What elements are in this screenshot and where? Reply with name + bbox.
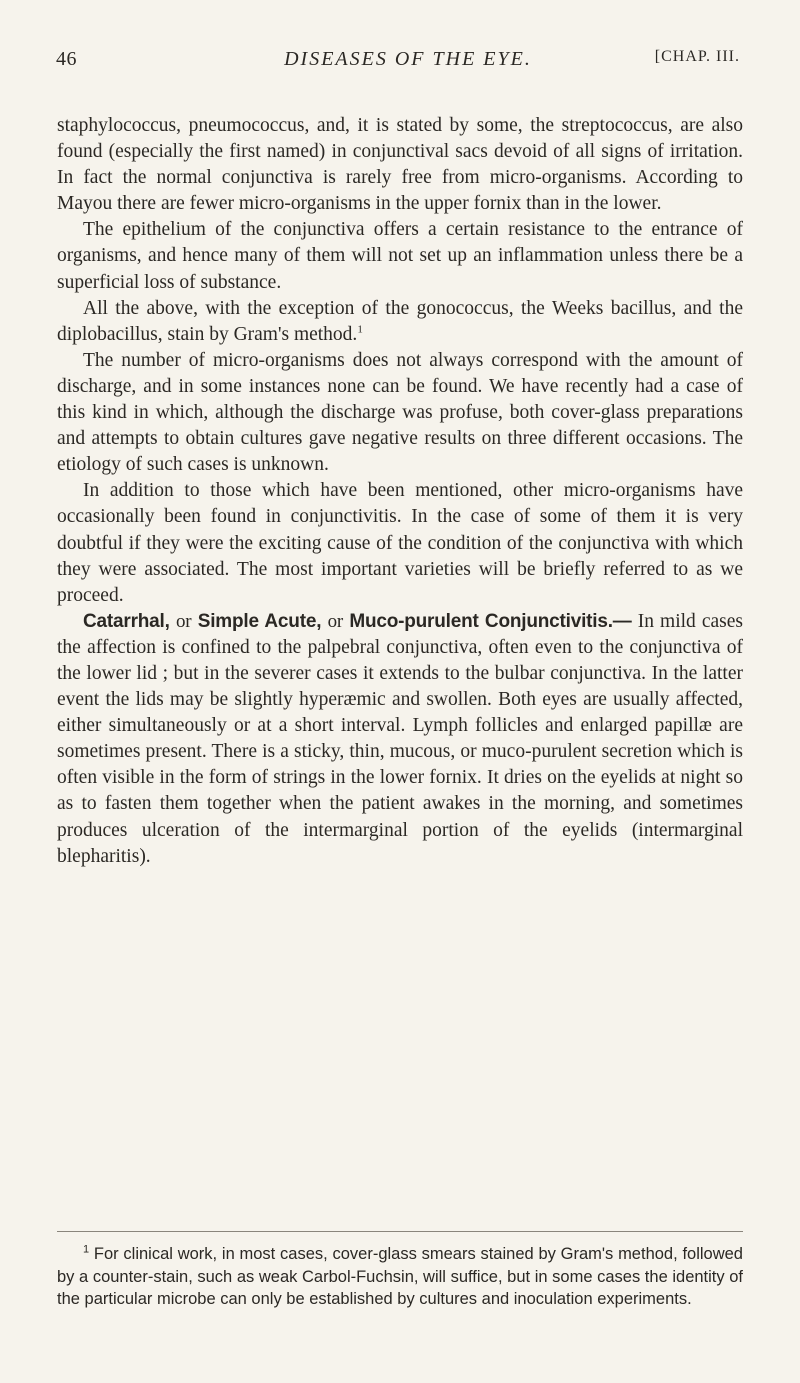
footnote-text: For clinical work, in most cases, cover-glass smears stained by Gram's method, followed by a counter-stain, such as weak Carbol-Fuchsin, will suffice, but in some cases the identity of the particular microbe can only be established by cultures and inoculation experiments. [57, 1245, 743, 1308]
footnote-divider [57, 1231, 743, 1232]
footnote [57, 1243, 743, 1311]
footnote-paragraph [57, 1243, 743, 1311]
section-heading [83, 611, 632, 632]
body-text [57, 113, 743, 870]
heading-part-3: Muco-purulent Conjunctivitis.— [349, 610, 632, 632]
paragraph-3-text: All the above, with the exception of the gonococcus, the Weeks bacillus, and the diplobacillus, stain by Gram's method. [57, 297, 743, 345]
heading-part-2: Simple Acute, [197, 610, 322, 632]
running-header [56, 48, 740, 78]
footnote-reference[interactable]: 1 [357, 323, 363, 336]
section-text: In mild cases the affection is confined to the palpebral conjunctiva, often even to the conjunctiva of the lower lid ; but in the severer cases it extends to the bulbar conjunctiva. In the latter event the lids may be slightly hyperæmic and swollen. Both eyes are usually affected, either simultaneously or at a short interval. Lymph follicles and enlarged papillæ are sometimes present. There is a sticky, thin, mucous, or muco-purulent secretion which is often visible in the form of strings in the lower fornix. It dries on the eyelids at night so as to fasten them together when the patient awakes in the morning, and sometimes produces ulceration of the intermarginal portion of the eyelids (intermarginal blepharitis). [57, 610, 743, 867]
paragraph-3 [57, 296, 743, 348]
chapter-label: [CHAP. III. [654, 48, 740, 65]
running-title: DISEASES OF THE EYE. [284, 48, 532, 70]
heading-part-1: Catarrhal, [83, 610, 170, 632]
paragraph-4: The number of micro-organisms does not always correspond with the amount of discharge, and in some instances none can be found. We have recently had a case of this kind in which, although the discharge was profuse, both cover-glass preparations and attempts to obtain cultures gave negative results on three different occasions. The etiology of such cases is unknown. [57, 349, 743, 476]
heading-or-2: or [327, 610, 344, 632]
heading-or-1: or [176, 610, 192, 632]
page-number: 46 [56, 48, 77, 70]
section-paragraph [57, 609, 743, 870]
paragraph-5: In addition to those which have been mentioned, other micro-organisms have occasionally been found in conjunctivitis. In the case of some of them it is very doubtful if they were the exciting cause of the condition of the conjunctiva with which they were associated. The most important varieties will be briefly referred to as we proceed. [57, 480, 743, 606]
paragraph-2: The epithelium of the conjunctiva offers a certain resistance to the entrance of organisms, and hence many of them will not set up an inflammation unless there be a superficial loss of substance. [57, 219, 743, 293]
paragraph-1: staphylococcus, pneumococcus, and, it is stated by some, the streptococcus, are also found (especially the first named) in conjunctival sacs devoid of all signs of irritation. In fact the normal conjunctiva is rarely free from micro-organisms. According to Mayou there are fewer micro-organisms in the upper fornix than in the lower. [57, 115, 743, 215]
footnote-marker: 1 [83, 1243, 90, 1256]
